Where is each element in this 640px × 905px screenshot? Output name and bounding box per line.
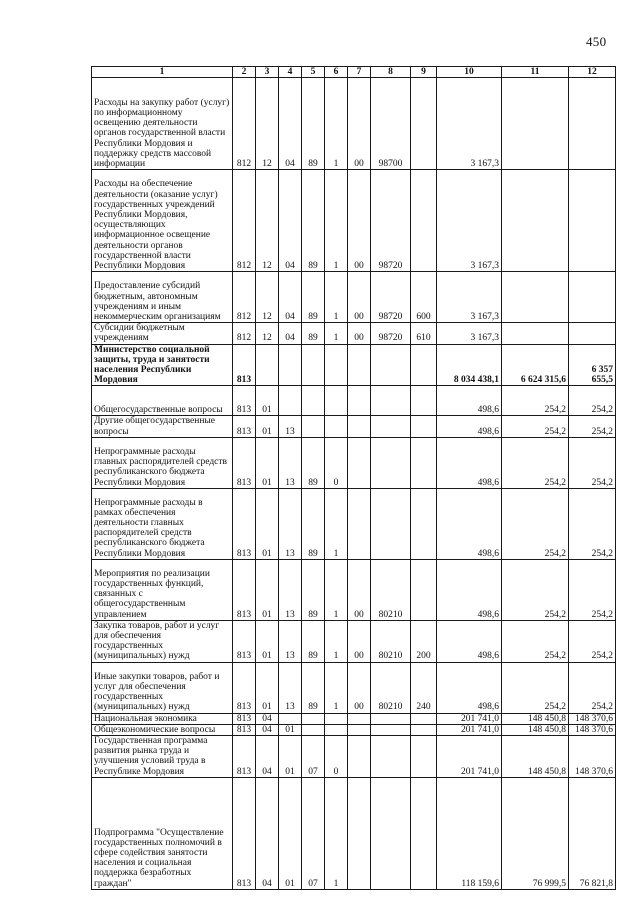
table-row — [92, 78, 616, 170]
row-name-cell: Иные закупки товаров, работ и услуг для обеспечения государственных (муниципальных) нужд — [92, 662, 233, 713]
code-cell: 812 — [233, 78, 256, 170]
column-header: 6 — [325, 67, 348, 78]
table-row — [92, 488, 616, 559]
column-header: 9 — [411, 67, 437, 78]
amount-cell — [569, 78, 616, 170]
code-cell: 89 — [302, 488, 325, 559]
code-cell: 813 — [233, 488, 256, 559]
code-cell: 813 — [233, 416, 256, 437]
amount-cell: 148 450,8 — [502, 736, 569, 778]
table-row — [92, 170, 616, 272]
amount-cell: 6 357 655,5 — [569, 344, 616, 386]
code-cell: 813 — [233, 713, 256, 724]
code-cell — [411, 488, 437, 559]
amount-cell: 254,2 — [502, 559, 569, 620]
code-cell: 01 — [279, 736, 302, 778]
row-name-cell: Общегосударственные вопросы — [92, 386, 233, 416]
amount-cell: 3 167,3 — [437, 323, 502, 344]
code-cell: 13 — [279, 416, 302, 437]
table-row — [92, 386, 616, 416]
code-cell — [325, 344, 348, 386]
code-cell — [411, 416, 437, 437]
code-cell: 04 — [256, 736, 279, 778]
code-cell — [348, 437, 371, 488]
code-cell — [348, 416, 371, 437]
code-cell — [348, 386, 371, 416]
code-cell: 813 — [233, 662, 256, 713]
code-cell: 89 — [302, 170, 325, 272]
code-cell — [348, 777, 371, 889]
amount-cell: 148 370,6 — [569, 724, 616, 735]
code-cell: 04 — [256, 724, 279, 735]
code-cell — [348, 713, 371, 724]
amount-cell: 201 741,0 — [437, 736, 502, 778]
amount-cell: 148 370,6 — [569, 736, 616, 778]
code-cell — [325, 713, 348, 724]
code-cell — [371, 724, 411, 735]
amount-cell: 254,2 — [569, 620, 616, 662]
code-cell: 812 — [233, 170, 256, 272]
code-cell: 13 — [279, 437, 302, 488]
amount-cell: 148 450,8 — [502, 713, 569, 724]
amount-cell: 498,6 — [437, 416, 502, 437]
amount-cell: 3 167,3 — [437, 78, 502, 170]
row-name-cell: Непрограммные расходы в рамках обеспечения деятельности главных распорядителей средств республиканского бюджета Республики Мордовия — [92, 488, 233, 559]
code-cell — [411, 559, 437, 620]
code-cell: 98700 — [371, 78, 411, 170]
amount-cell: 201 741,0 — [437, 724, 502, 735]
code-cell — [348, 488, 371, 559]
code-cell — [411, 170, 437, 272]
table-row — [92, 724, 616, 735]
code-cell: 04 — [279, 272, 302, 323]
header-row — [92, 67, 616, 78]
code-cell: 13 — [279, 559, 302, 620]
code-cell: 04 — [279, 78, 302, 170]
row-name-cell: Национальная экономика — [92, 713, 233, 724]
column-header: 2 — [233, 67, 256, 78]
code-cell: 600 — [411, 272, 437, 323]
code-cell: 98720 — [371, 323, 411, 344]
code-cell — [371, 488, 411, 559]
table-row — [92, 437, 616, 488]
code-cell: 89 — [302, 662, 325, 713]
amount-cell: 254,2 — [502, 662, 569, 713]
amount-cell: 148 370,6 — [569, 713, 616, 724]
row-name-cell: Расходы на закупку работ (услуг) по информационному освещению деятельности органов государственной власти Республики Мордовия и поддержку средств массовой информации — [92, 78, 233, 170]
code-cell: 0 — [325, 736, 348, 778]
table-row — [92, 662, 616, 713]
amount-cell: 254,2 — [569, 559, 616, 620]
table-row — [92, 713, 616, 724]
code-cell: 813 — [233, 559, 256, 620]
code-cell — [411, 713, 437, 724]
code-cell: 1 — [325, 662, 348, 713]
code-cell: 12 — [256, 272, 279, 323]
row-name-cell: Субсидии бюджетным учреждениям — [92, 323, 233, 344]
amount-cell — [502, 78, 569, 170]
code-cell — [371, 736, 411, 778]
row-name-cell: Подпрограмма "Осуществление государственных полномочий в сфере содействия занятости населения и социальная поддержка безработных граждан" — [92, 777, 233, 889]
amount-cell — [502, 170, 569, 272]
row-name-cell: Закупка товаров, работ и услуг для обеспечения государственных (муниципальных) нужд — [92, 620, 233, 662]
code-cell: 89 — [302, 437, 325, 488]
amount-cell: 254,2 — [569, 416, 616, 437]
code-cell: 812 — [233, 272, 256, 323]
amount-cell: 498,6 — [437, 620, 502, 662]
code-cell: 00 — [348, 272, 371, 323]
row-name-cell: Предоставление субсидий бюджетным, автономным учреждениям и иным некоммерческим организациям — [92, 272, 233, 323]
code-cell: 01 — [256, 559, 279, 620]
code-cell — [371, 344, 411, 386]
code-cell: 04 — [256, 777, 279, 889]
code-cell: 80210 — [371, 662, 411, 713]
code-cell: 1 — [325, 323, 348, 344]
code-cell: 01 — [256, 416, 279, 437]
code-cell: 13 — [279, 620, 302, 662]
table-row — [92, 344, 616, 386]
amount-cell: 254,2 — [569, 437, 616, 488]
amount-cell: 254,2 — [502, 416, 569, 437]
table-header — [92, 67, 616, 78]
code-cell: 01 — [256, 620, 279, 662]
code-cell: 01 — [256, 386, 279, 416]
code-cell: 12 — [256, 78, 279, 170]
table-row — [92, 272, 616, 323]
code-cell — [348, 724, 371, 735]
row-name-cell: Мероприятия по реализации государственных функций, связанных с общегосударственным управлением — [92, 559, 233, 620]
code-cell: 01 — [256, 437, 279, 488]
code-cell — [279, 386, 302, 416]
code-cell: 813 — [233, 736, 256, 778]
row-name-cell: Государственная программа развития рынка труда и улучшения условий труда в Республике Мордовия — [92, 736, 233, 778]
code-cell: 01 — [256, 662, 279, 713]
code-cell: 00 — [348, 559, 371, 620]
code-cell — [302, 416, 325, 437]
amount-cell: 254,2 — [569, 488, 616, 559]
code-cell: 07 — [302, 777, 325, 889]
code-cell: 04 — [279, 170, 302, 272]
code-cell — [279, 713, 302, 724]
row-name-cell: Расходы на обеспечение деятельности (оказание услуг) государственных учреждений Республики Мордовия, осуществляющих информационное освещение деятельности органов государственной власти Республики Мордовия — [92, 170, 233, 272]
amount-cell: 498,6 — [437, 488, 502, 559]
code-cell — [302, 724, 325, 735]
code-cell — [348, 736, 371, 778]
row-name-cell: Другие общегосударственные вопросы — [92, 416, 233, 437]
code-cell: 813 — [233, 437, 256, 488]
amount-cell: 254,2 — [569, 662, 616, 713]
code-cell — [325, 386, 348, 416]
code-cell: 89 — [302, 620, 325, 662]
code-cell: 04 — [256, 713, 279, 724]
code-cell: 98720 — [371, 170, 411, 272]
code-cell — [411, 437, 437, 488]
amount-cell: 8 034 438,1 — [437, 344, 502, 386]
column-header: 4 — [279, 67, 302, 78]
code-cell — [411, 344, 437, 386]
code-cell: 200 — [411, 620, 437, 662]
table-row — [92, 620, 616, 662]
table-row — [92, 736, 616, 778]
code-cell — [371, 416, 411, 437]
code-cell — [325, 724, 348, 735]
code-cell: 80210 — [371, 559, 411, 620]
amount-cell: 3 167,3 — [437, 272, 502, 323]
amount-cell: 254,2 — [502, 488, 569, 559]
amount-cell — [502, 323, 569, 344]
code-cell: 813 — [233, 777, 256, 889]
code-cell: 1 — [325, 620, 348, 662]
code-cell: 80210 — [371, 620, 411, 662]
code-cell: 00 — [348, 620, 371, 662]
code-cell — [371, 437, 411, 488]
code-cell: 813 — [233, 724, 256, 735]
code-cell: 00 — [348, 323, 371, 344]
code-cell: 1 — [325, 559, 348, 620]
code-cell: 07 — [302, 736, 325, 778]
amount-cell: 76 999,5 — [502, 777, 569, 889]
code-cell: 13 — [279, 662, 302, 713]
code-cell: 00 — [348, 170, 371, 272]
amount-cell: 254,2 — [502, 437, 569, 488]
column-header: 1 — [92, 67, 233, 78]
code-cell — [411, 736, 437, 778]
amount-cell: 148 450,8 — [502, 724, 569, 735]
table-body — [92, 78, 616, 890]
row-name-cell: Общеэкономические вопросы — [92, 724, 233, 735]
code-cell — [348, 344, 371, 386]
code-cell — [256, 344, 279, 386]
amount-cell — [569, 170, 616, 272]
column-header: 10 — [437, 67, 502, 78]
table-row — [92, 323, 616, 344]
code-cell: 1 — [325, 488, 348, 559]
amount-cell: 3 167,3 — [437, 170, 502, 272]
code-cell — [411, 777, 437, 889]
code-cell: 813 — [233, 620, 256, 662]
code-cell — [371, 386, 411, 416]
code-cell: 00 — [348, 78, 371, 170]
column-header: 7 — [348, 67, 371, 78]
code-cell — [302, 344, 325, 386]
amount-cell: 498,6 — [437, 662, 502, 713]
page-number: 450 — [586, 34, 607, 49]
budget-table — [91, 66, 616, 890]
code-cell: 610 — [411, 323, 437, 344]
column-header: 5 — [302, 67, 325, 78]
code-cell — [371, 777, 411, 889]
code-cell: 01 — [279, 724, 302, 735]
table-row — [92, 416, 616, 437]
row-name-cell: Министерство социальной защиты, труда и занятости населения Республики Мордовия — [92, 344, 233, 386]
amount-cell: 498,6 — [437, 437, 502, 488]
code-cell — [325, 416, 348, 437]
code-cell: 813 — [233, 386, 256, 416]
code-cell — [279, 344, 302, 386]
amount-cell: 201 741,0 — [437, 713, 502, 724]
code-cell — [411, 724, 437, 735]
code-cell: 12 — [256, 170, 279, 272]
code-cell — [371, 713, 411, 724]
code-cell: 89 — [302, 272, 325, 323]
amount-cell: 498,6 — [437, 386, 502, 416]
code-cell: 89 — [302, 78, 325, 170]
amount-cell: 6 624 315,6 — [502, 344, 569, 386]
code-cell — [411, 78, 437, 170]
code-cell: 1 — [325, 78, 348, 170]
code-cell — [411, 386, 437, 416]
code-cell: 04 — [279, 323, 302, 344]
code-cell: 1 — [325, 272, 348, 323]
code-cell: 1 — [325, 777, 348, 889]
amount-cell: 118 159,6 — [437, 777, 502, 889]
code-cell: 812 — [233, 323, 256, 344]
amount-cell — [569, 323, 616, 344]
amount-cell: 498,6 — [437, 559, 502, 620]
code-cell — [302, 386, 325, 416]
code-cell: 89 — [302, 559, 325, 620]
table-row — [92, 559, 616, 620]
code-cell: 01 — [279, 777, 302, 889]
column-header: 8 — [371, 67, 411, 78]
amount-cell — [569, 272, 616, 323]
column-header: 12 — [569, 67, 616, 78]
code-cell: 13 — [279, 488, 302, 559]
amount-cell — [502, 272, 569, 323]
code-cell: 01 — [256, 488, 279, 559]
row-name-cell: Непрограммные расходы главных распорядителей средств республиканского бюджета Республики Мордовия — [92, 437, 233, 488]
code-cell: 1 — [325, 170, 348, 272]
code-cell — [302, 713, 325, 724]
amount-cell: 254,2 — [502, 386, 569, 416]
code-cell: 240 — [411, 662, 437, 713]
amount-cell: 76 821,8 — [569, 777, 616, 889]
amount-cell: 254,2 — [569, 386, 616, 416]
code-cell: 12 — [256, 323, 279, 344]
code-cell: 89 — [302, 323, 325, 344]
code-cell: 00 — [348, 662, 371, 713]
column-header: 11 — [502, 67, 569, 78]
amount-cell: 254,2 — [502, 620, 569, 662]
table-row — [92, 777, 616, 889]
code-cell: 813 — [233, 344, 256, 386]
code-cell: 98720 — [371, 272, 411, 323]
code-cell: 0 — [325, 437, 348, 488]
column-header: 3 — [256, 67, 279, 78]
